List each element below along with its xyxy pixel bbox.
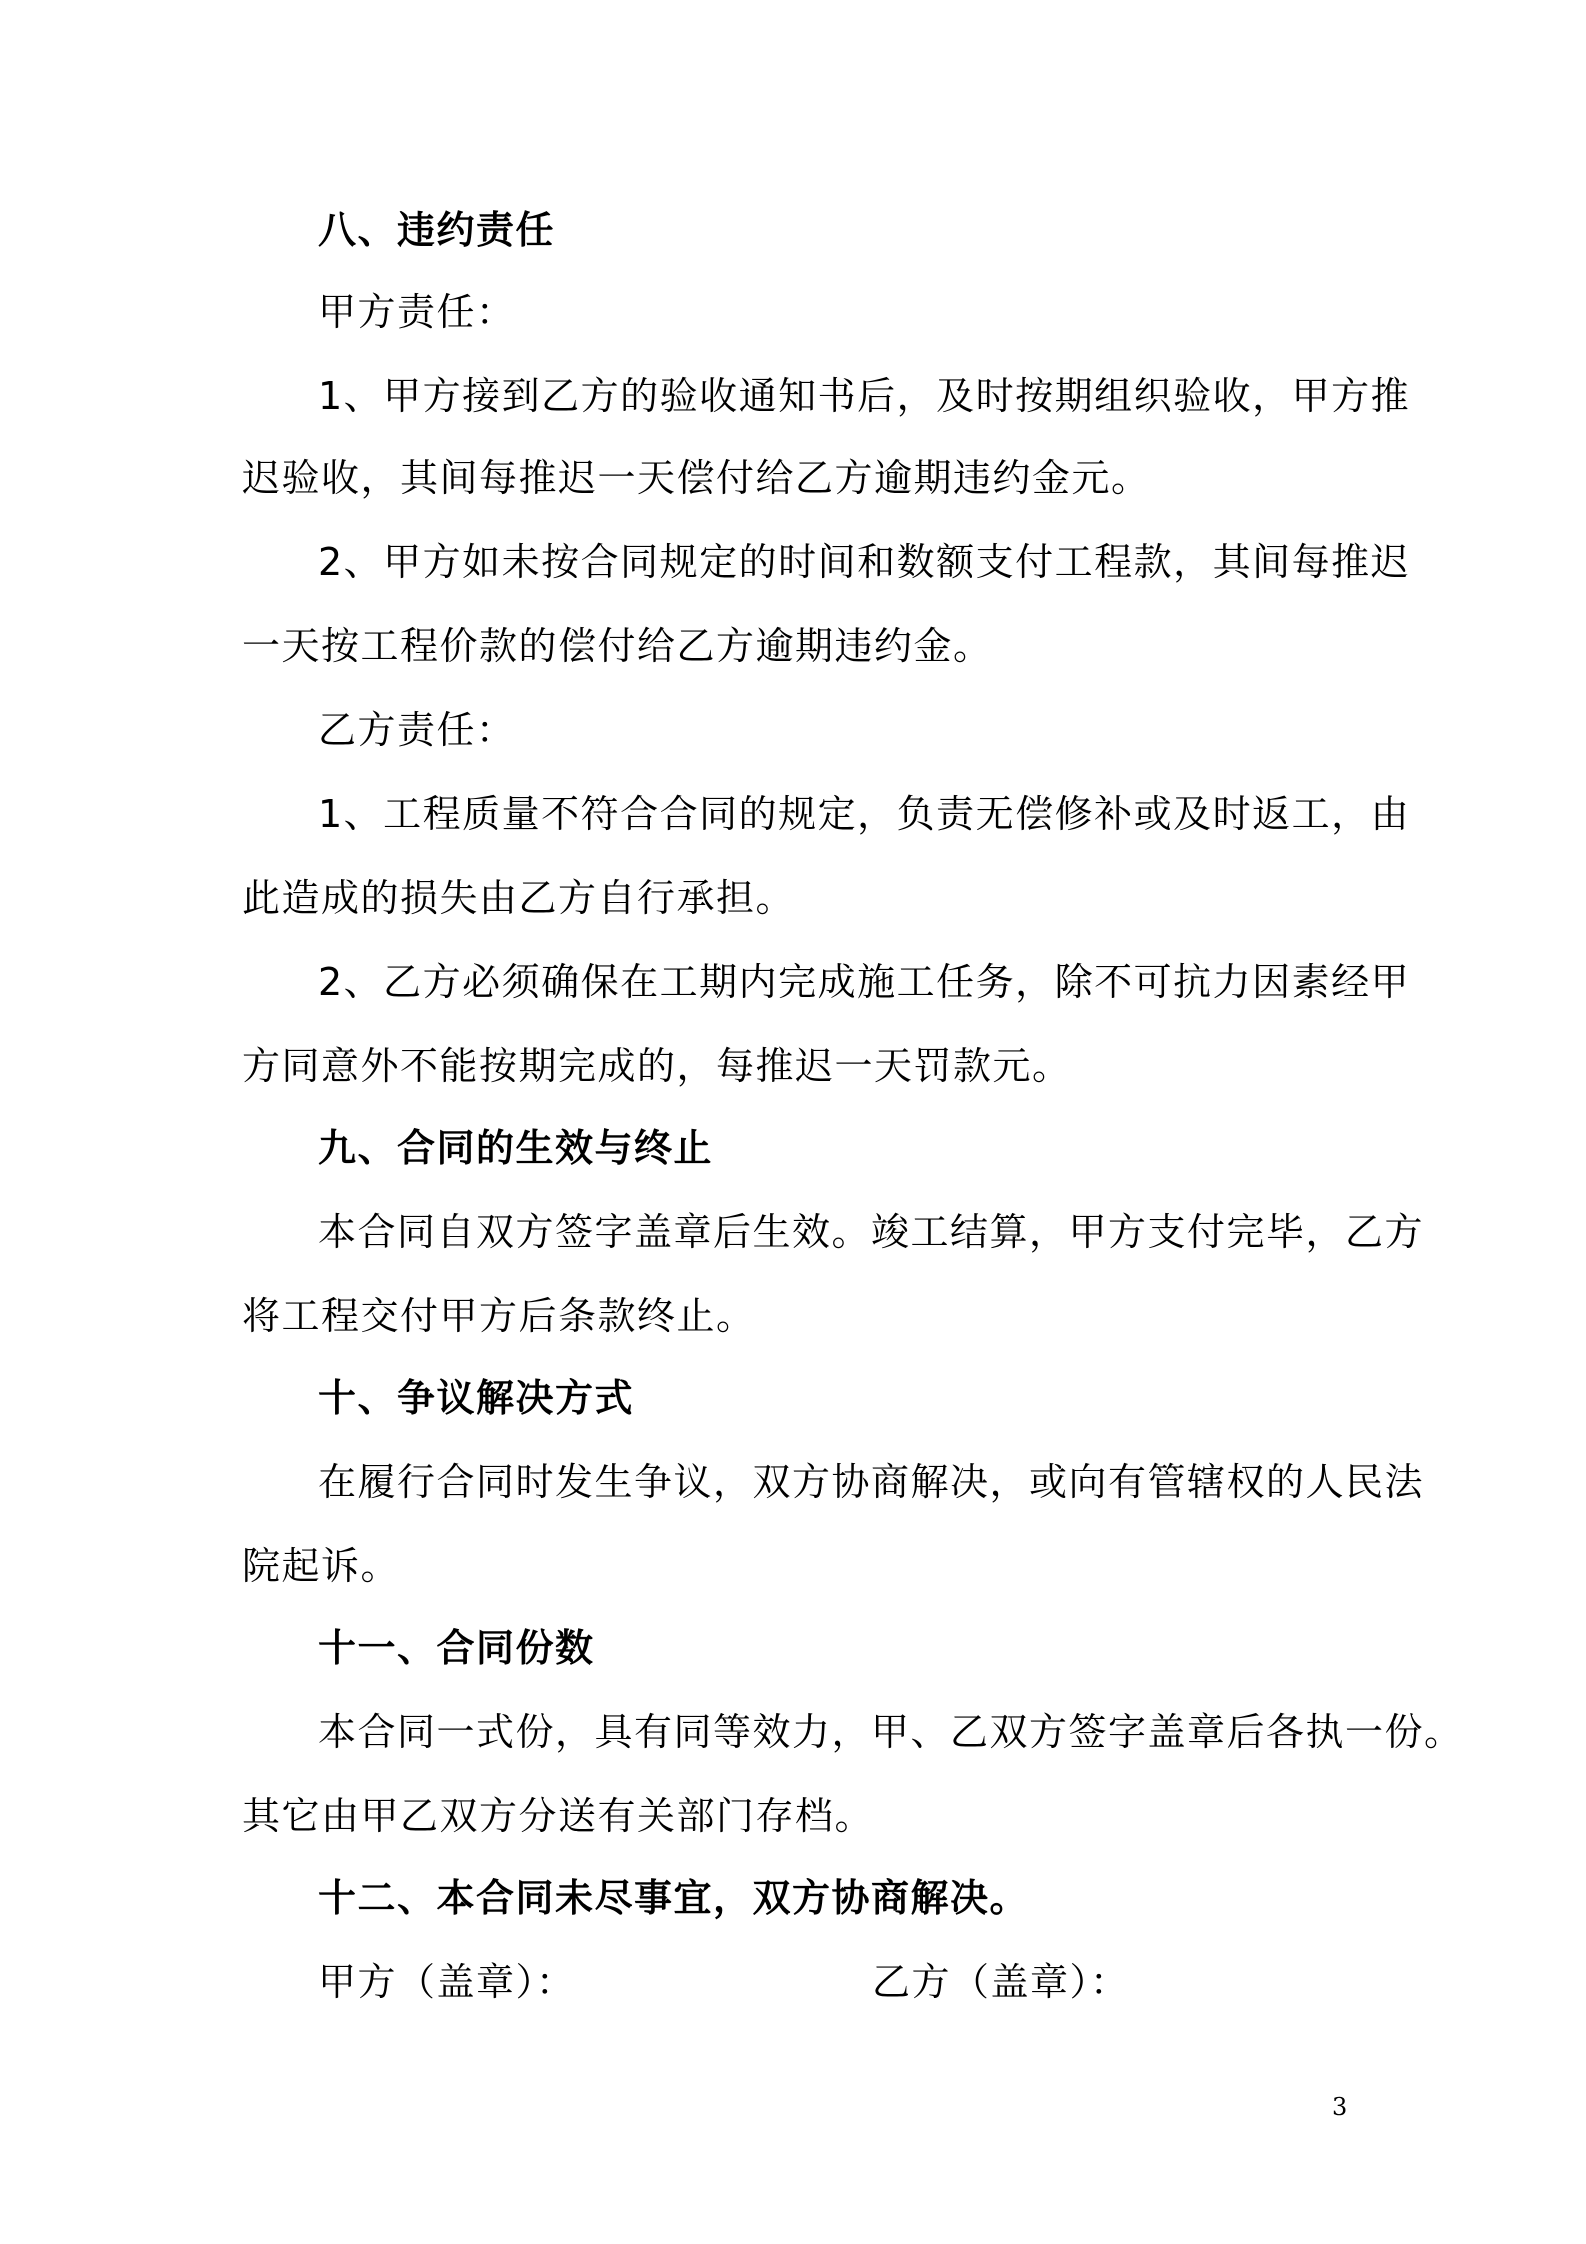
section-10-heading: 十、争议解决方式 bbox=[318, 1376, 635, 1420]
section-9-line-2: 将工程交付甲方后条款终止。 bbox=[242, 1294, 756, 1338]
party-a-item-2-line-1: 2、甲方如未按合同规定的时间和数额支付工程款，其间每推迟 bbox=[318, 540, 1411, 584]
section-12-heading: 十二、本合同未尽事宜，双方协商解决。 bbox=[318, 1876, 1030, 1920]
party-a-item-2-line-2: 一天按工程价款的偿付给乙方逾期违约金。 bbox=[242, 624, 993, 668]
section-10-line-2: 院起诉。 bbox=[242, 1544, 401, 1588]
party-b-signature-label: 乙方（盖章）： bbox=[872, 1960, 1130, 2004]
section-9-heading: 九、合同的生效与终止 bbox=[318, 1126, 714, 1170]
section-11-line-1: 本合同一式份，具有同等效力，甲、乙双方签字盖章后各执一份。 bbox=[318, 1710, 1464, 1754]
party-b-responsibility-title: 乙方责任： bbox=[318, 708, 516, 752]
section-11-line-2: 其它由甲乙双方分送有关部门存档。 bbox=[242, 1794, 875, 1838]
party-b-item-1-line-1: 1、工程质量不符合合同的规定，负责无偿修补或及时返工，由 bbox=[318, 792, 1411, 836]
section-9-line-1: 本合同自双方签字盖章后生效。竣工结算，甲方支付完毕，乙方 bbox=[318, 1210, 1425, 1254]
section-10-line-1: 在履行合同时发生争议，双方协商解决，或向有管辖权的人民法 bbox=[318, 1460, 1425, 1504]
section-11-heading: 十一、合同份数 bbox=[318, 1626, 595, 1670]
party-b-item-2-line-2: 方同意外不能按期完成的，每推迟一天罚款元。 bbox=[242, 1044, 1072, 1088]
party-a-item-1-line-2: 迟验收，其间每推迟一天偿付给乙方逾期违约金元。 bbox=[242, 456, 1151, 500]
party-a-responsibility-title: 甲方责任： bbox=[318, 290, 516, 334]
section-8-heading: 八、违约责任 bbox=[318, 208, 556, 252]
page-number: 3 bbox=[1332, 2093, 1348, 2121]
party-a-item-1-line-1: 1、甲方接到乙方的验收通知书后，及时按期组织验收，甲方推 bbox=[318, 374, 1411, 418]
party-b-item-2-line-1: 2、乙方必须确保在工期内完成施工任务，除不可抗力因素经甲 bbox=[318, 960, 1411, 1004]
party-a-signature-label: 甲方（盖章）： bbox=[318, 1960, 576, 2004]
party-b-item-1-line-2: 此造成的损失由乙方自行承担。 bbox=[242, 876, 796, 920]
